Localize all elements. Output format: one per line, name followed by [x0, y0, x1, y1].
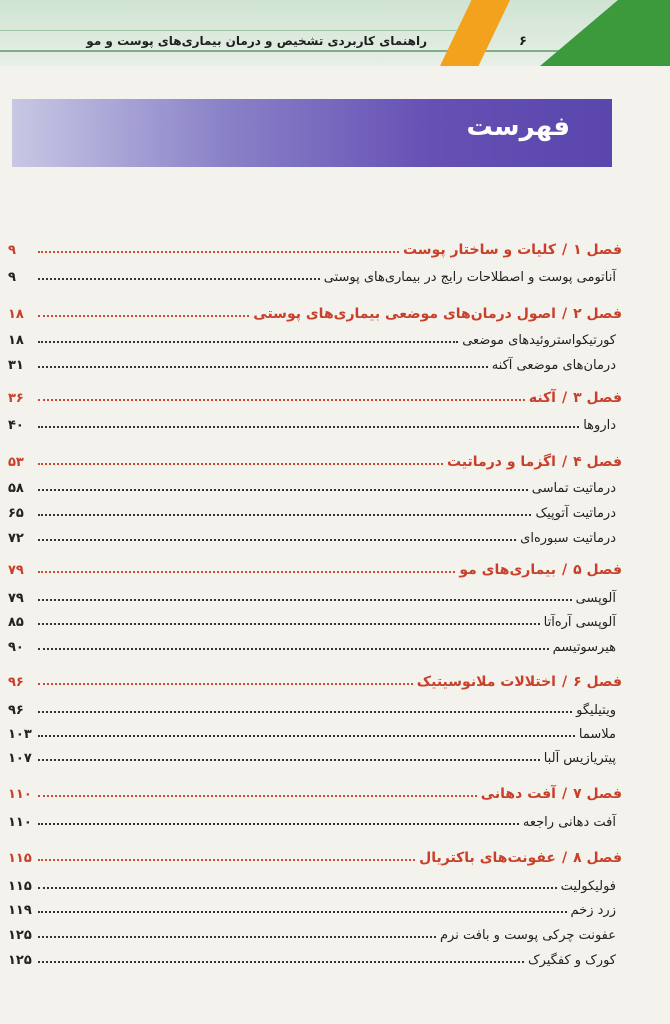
entry-label: کورتیکواستروئیدهای موضعی: [462, 333, 616, 348]
dot-leader: [38, 315, 249, 317]
entry-label: هیرسوتیسم: [552, 640, 616, 655]
dot-leader: [38, 887, 557, 889]
chapter-title: کلیات و ساختار پوست: [402, 242, 556, 258]
dot-leader: [38, 251, 399, 253]
entry-page-number: ۹۰: [8, 640, 24, 655]
toc-entry-row: [8, 474, 622, 496]
toc-chapter-row: [8, 236, 622, 258]
entry-label: ویتیلیگو: [576, 703, 616, 718]
chapter-page-number: ۱۱۰: [8, 787, 32, 802]
entry-page-number: ۱۱۰: [8, 815, 32, 830]
chapter-title: بیماری‌های مو: [459, 562, 556, 578]
entry-page-number: ۷۹: [8, 591, 24, 606]
dot-leader: [38, 936, 436, 938]
chapter-page-number: ۳۶: [8, 391, 24, 406]
entry-page-number: ۱۱۹: [8, 903, 32, 918]
entry-label: فولیکولیت: [560, 879, 616, 894]
entry-label: آلوپسی: [575, 591, 616, 606]
entry-label: آلوپسی آره‌آتا: [543, 615, 616, 630]
dot-leader: [38, 961, 524, 963]
dot-leader: [38, 623, 540, 625]
entry-label: درماتیت سبوره‌ای: [520, 531, 616, 546]
toc-chapter-row: [8, 384, 622, 406]
dot-leader: [38, 648, 549, 650]
chapter-heading: [525, 390, 622, 406]
chapter-separator: /: [561, 454, 568, 470]
chapter-separator: /: [561, 850, 568, 866]
chapter-heading: [413, 674, 622, 690]
chapter-separator: /: [561, 562, 568, 578]
chapter-number: فصل ۵: [573, 562, 622, 578]
toc-chapter-row: [8, 780, 622, 802]
toc-chapter-row: [8, 300, 622, 322]
entry-page-number: ۱۸: [8, 333, 24, 348]
chapter-page-number: ۷۹: [8, 563, 24, 578]
chapter-title: آکنه: [528, 390, 556, 406]
entry-page-number: ۹: [8, 270, 16, 285]
entry-page-number: ۹۶: [8, 703, 24, 718]
chapter-number: فصل ۸: [573, 850, 622, 866]
chapter-title: اصول درمان‌های موضعی بیماری‌های پوستی: [253, 306, 556, 322]
toc-entry-row: [8, 411, 622, 433]
dot-leader: [38, 759, 540, 761]
dot-leader: [38, 539, 516, 541]
toc-entry-row: [8, 263, 622, 285]
chapter-heading: [249, 306, 622, 322]
entry-label: درماتیت تماسی: [531, 481, 616, 496]
toc-chapter-row: [8, 844, 622, 866]
chapter-page-number: ۱۸: [8, 307, 24, 322]
dot-leader: [38, 426, 579, 428]
dot-leader: [38, 823, 519, 825]
chapter-title: عفونت‌های باکتریال: [419, 850, 556, 866]
chapter-page-number: ۹: [8, 243, 16, 258]
chapter-separator: /: [561, 242, 568, 258]
toc-entry-row: [8, 351, 622, 373]
entry-page-number: ۷۲: [8, 531, 24, 546]
entry-page-number: ۱۲۵: [8, 953, 32, 968]
toc-entry-row: [8, 608, 622, 630]
chapter-separator: /: [561, 674, 568, 690]
toc-entry-row: [8, 921, 622, 943]
dot-leader: [38, 859, 415, 861]
toc-entry-row: [8, 744, 622, 766]
chapter-number: فصل ۱: [573, 242, 622, 258]
chapter-heading: [455, 562, 622, 578]
entry-label: ملاسما: [578, 727, 616, 742]
dot-leader: [38, 571, 455, 573]
dot-leader: [38, 489, 528, 491]
entry-page-number: ۱۲۵: [8, 928, 32, 943]
dot-leader: [38, 463, 443, 465]
entry-page-number: ۳۱: [8, 358, 24, 373]
entry-label: پیتریازیس آلبا: [543, 751, 616, 766]
dot-leader: [38, 795, 477, 797]
entry-page-number: ۴۰: [8, 418, 24, 433]
chapter-number: فصل ۶: [573, 674, 622, 690]
dot-leader: [38, 278, 320, 280]
chapter-separator: /: [561, 390, 568, 406]
dot-leader: [38, 735, 575, 737]
toc-chapter-row: [8, 556, 622, 578]
entry-label: درماتیت آتوپیک: [535, 506, 616, 521]
toc-entry-row: [8, 524, 622, 546]
dot-leader: [38, 341, 458, 343]
page-number: ۶: [519, 34, 527, 49]
chapter-heading: [477, 786, 622, 802]
dot-leader: [38, 399, 525, 401]
dot-leader: [38, 683, 413, 685]
toc-entry-row: [8, 872, 622, 894]
toc-chapter-row: [8, 668, 622, 690]
toc-entry-row: [8, 946, 622, 968]
chapter-title: اگزما و درماتیت: [446, 454, 556, 470]
chapter-separator: /: [561, 786, 568, 802]
chapter-number: فصل ۴: [573, 454, 622, 470]
entry-page-number: ۵۸: [8, 481, 24, 496]
chapter-number: فصل ۷: [573, 786, 622, 802]
entry-page-number: ۱۰۷: [8, 751, 32, 766]
toc-entry-row: [8, 584, 622, 606]
toc-chapter-row: [8, 448, 622, 470]
toc-entry-row: [8, 696, 622, 718]
toc-entry-row: [8, 633, 622, 655]
entry-page-number: ۶۵: [8, 506, 24, 521]
dot-leader: [38, 366, 488, 368]
entry-label: زرد زخم: [570, 903, 616, 918]
chapter-heading: [443, 454, 622, 470]
running-book-title: راهنمای کاربردی تشخیص و درمان بیماری‌های پوست و مو: [86, 34, 427, 48]
toc-entry-row: [8, 896, 622, 918]
toc-entry-row: [8, 499, 622, 521]
entry-page-number: ۸۵: [8, 615, 24, 630]
entry-label: آفت دهانی راجعه: [522, 815, 616, 830]
chapter-page-number: ۹۶: [8, 675, 24, 690]
entry-label: کورک و کفگیرک: [527, 953, 616, 968]
entry-label: آناتومی پوست و اصطلاحات رایج در بیماری‌های پوستی: [323, 270, 616, 285]
dot-leader: [38, 911, 567, 913]
chapter-separator: /: [561, 306, 568, 322]
entry-page-number: ۱۰۳: [8, 727, 32, 742]
entry-label: عفونت چرکی پوست و بافت نرم: [440, 928, 616, 943]
chapter-heading: [415, 850, 622, 866]
chapter-number: فصل ۳: [573, 390, 622, 406]
toc-entry-row: [8, 326, 622, 348]
entry-page-number: ۱۱۵: [8, 879, 32, 894]
toc-entry-row: [8, 808, 622, 830]
entry-label: داروها: [583, 418, 616, 433]
chapter-number: فصل ۲: [573, 306, 622, 322]
toc-title: فهرست: [466, 112, 570, 142]
chapter-page-number: ۵۳: [8, 455, 24, 470]
chapter-title: اختلالات ملانوسیتیک: [416, 674, 556, 690]
dot-leader: [38, 711, 572, 713]
dot-leader: [38, 599, 572, 601]
chapter-heading: [399, 242, 622, 258]
entry-label: درمان‌های موضعی آکنه: [491, 358, 616, 373]
chapter-title: آفت دهانی: [480, 786, 556, 802]
toc-entry-row: [8, 720, 622, 742]
dot-leader: [38, 514, 531, 516]
chapter-page-number: ۱۱۵: [8, 851, 32, 866]
